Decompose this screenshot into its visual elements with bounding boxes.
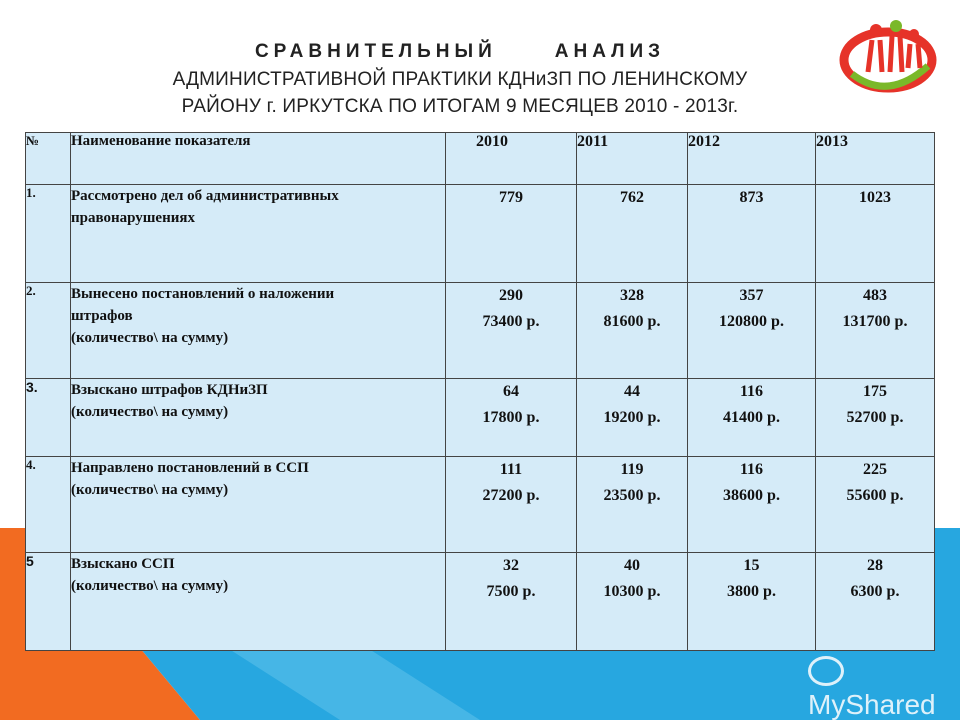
slide-title <box>60 38 860 120</box>
header-2010-text: 2010 <box>476 133 508 150</box>
value-sum: 81600 р. <box>603 313 661 330</box>
value-count: 1023 <box>859 189 891 206</box>
value-sum: 10300 р. <box>603 583 661 600</box>
title-word-2: АНАЛИЗ <box>554 41 666 62</box>
indicator-name-line: (количество\ на сумму) <box>71 578 229 594</box>
indicator-name-line: Направлено постановлений в ССП <box>71 460 309 476</box>
value-count: 15 <box>743 557 760 574</box>
value-sum: 55600 р. <box>846 487 904 504</box>
row-value-cell <box>446 457 577 553</box>
value-count: 175 <box>863 383 887 400</box>
value-sum: 131700 р. <box>842 313 908 330</box>
row-value-cell <box>577 283 688 379</box>
header-2012: 2012 <box>688 133 816 185</box>
title-line-3: РАЙОНУ г. ИРКУТСКА ПО ИТОГАМ 9 МЕСЯЦЕВ 2010 - 2013г. <box>181 96 739 117</box>
value-count: 116 <box>739 461 764 478</box>
row-value-cell <box>688 379 816 457</box>
row-indicator-name <box>71 553 446 651</box>
value-count: 64 <box>503 383 519 400</box>
row-value-cell <box>688 185 816 283</box>
table-row <box>26 457 935 553</box>
row-number: 5 <box>26 553 71 651</box>
value-sum: 19200 р. <box>603 409 661 426</box>
indicator-name-line: (количество\ на сумму) <box>71 404 229 420</box>
value-sum: 52700 р. <box>846 409 904 426</box>
myshared-logo-icon <box>808 656 844 686</box>
table-row <box>26 379 935 457</box>
row-indicator-name <box>71 185 446 283</box>
row-indicator-name <box>71 379 446 457</box>
row-value-cell <box>816 185 935 283</box>
row-value-cell <box>577 185 688 283</box>
value-count: 779 <box>499 189 523 206</box>
watermark-text: MyShared <box>808 689 936 720</box>
header-2010 <box>446 133 577 185</box>
comparison-table <box>25 132 935 651</box>
value-count: 40 <box>624 557 640 574</box>
row-value-cell <box>688 283 816 379</box>
value-count: 290 <box>499 287 523 304</box>
row-value-cell <box>577 457 688 553</box>
header-name: Наименование показателя <box>71 133 446 185</box>
header-num: № <box>26 133 71 185</box>
indicator-name-line: (количество\ на сумму) <box>71 482 229 498</box>
value-count: 32 <box>503 557 519 574</box>
table-header-row <box>26 133 935 185</box>
row-value-cell <box>688 553 816 651</box>
value-count: 119 <box>620 461 644 478</box>
row-number: 3. <box>26 379 71 457</box>
row-value-cell <box>446 379 577 457</box>
indicator-name-line: Взыскано ССП <box>71 556 175 572</box>
value-sum: 41400 р. <box>723 409 780 426</box>
value-sum: 23500 р. <box>603 487 661 504</box>
row-value-cell <box>446 553 577 651</box>
value-sum: 7500 р. <box>486 583 536 600</box>
value-count: 28 <box>867 557 883 574</box>
row-value-cell <box>816 457 935 553</box>
header-2013: 2013 <box>816 133 935 185</box>
value-sum: 120800 р. <box>719 313 784 330</box>
indicator-name-line: Рассмотрено дел об административных <box>71 188 339 204</box>
value-count: 116 <box>739 383 764 400</box>
row-value-cell <box>446 283 577 379</box>
table-body <box>26 185 935 651</box>
indicator-name-line: Взыскано штрафов КДНиЗП <box>71 382 268 398</box>
table-row <box>26 283 935 379</box>
row-value-cell <box>577 553 688 651</box>
value-count: 873 <box>739 189 764 206</box>
value-count: 44 <box>624 383 640 400</box>
title-word-1: СРАВНИТЕЛЬНЫЙ <box>254 41 497 62</box>
value-count: 357 <box>739 287 764 304</box>
figures-logo-icon <box>838 16 938 96</box>
row-number: 1. <box>26 185 71 283</box>
indicator-name-line: Вынесено постановлений о наложении <box>71 286 335 302</box>
value-count: 225 <box>863 461 887 478</box>
value-sum: 3800 р. <box>727 583 776 600</box>
row-indicator-name <box>71 457 446 553</box>
value-sum: 27200 р. <box>482 487 540 504</box>
watermark <box>808 656 960 721</box>
row-value-cell <box>688 457 816 553</box>
row-value-cell <box>816 283 935 379</box>
table-row <box>26 553 935 651</box>
row-value-cell <box>816 553 935 651</box>
row-value-cell <box>577 379 688 457</box>
row-indicator-name <box>71 283 446 379</box>
row-number: 2. <box>26 283 71 379</box>
value-count: 762 <box>620 189 644 206</box>
row-value-cell <box>816 379 935 457</box>
value-sum: 38600 р. <box>723 487 780 504</box>
value-sum: 6300 р. <box>850 583 900 600</box>
title-line-1 <box>60 38 860 66</box>
header-2011: 2011 <box>577 133 688 185</box>
row-value-cell <box>446 185 577 283</box>
row-number: 4. <box>26 457 71 553</box>
title-line-2: АДМИНИСТРАТИВНОЙ ПРАКТИКИ КДНиЗП ПО ЛЕНИНСКОМУ <box>172 69 748 90</box>
value-sum: 17800 р. <box>482 409 540 426</box>
indicator-name-line: (количество\ на сумму) <box>71 330 229 346</box>
value-count: 111 <box>499 461 523 478</box>
value-count: 483 <box>863 287 887 304</box>
indicator-name-line: штрафов <box>71 308 133 324</box>
value-count: 328 <box>620 287 644 304</box>
indicator-name-line: правонарушениях <box>71 210 195 226</box>
table-row <box>26 185 935 283</box>
value-sum: 73400 р. <box>482 313 540 330</box>
